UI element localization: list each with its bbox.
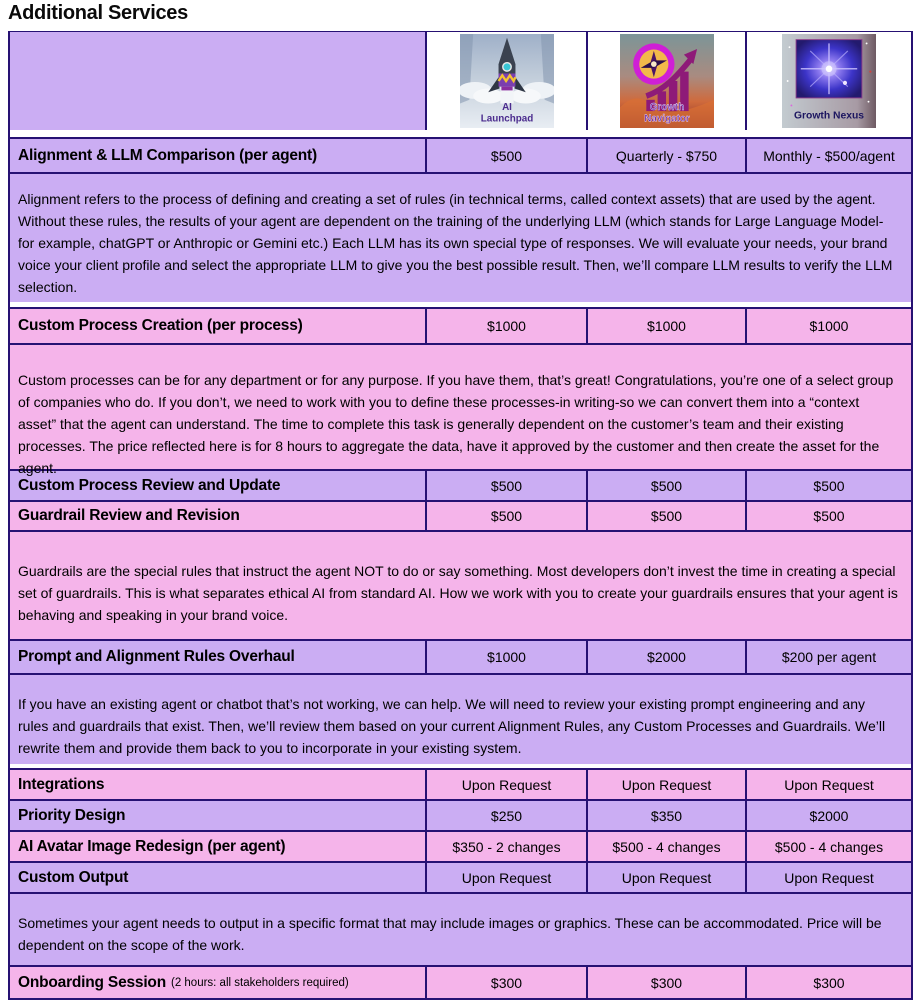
service-row-prompt-alignment-overhaul — [10, 639, 911, 673]
service-label — [10, 832, 425, 861]
growth-nexus-logo — [782, 34, 876, 128]
price-cell-growth-navigator: $1000 — [586, 309, 745, 343]
service-row-integrations — [10, 768, 911, 799]
service-row-custom-output — [10, 861, 911, 892]
pricing-table — [8, 31, 913, 1000]
service-row-onboarding-session — [10, 965, 911, 998]
service-label-text: Priority Design — [18, 806, 126, 824]
price-cell-ai-launchpad: Upon Request — [425, 770, 586, 799]
service-label-text: AI Avatar Image Redesign (per agent) — [18, 837, 286, 855]
service-label-text: Guardrail Review and Revision — [18, 507, 240, 524]
service-label — [10, 967, 425, 998]
service-label — [10, 471, 425, 500]
price-cell-growth-navigator: $500 - 4 changes — [586, 832, 745, 861]
growth-navigator-logo — [620, 34, 714, 128]
service-label — [10, 801, 425, 830]
service-row-custom-process-review — [10, 469, 911, 500]
price-cell-growth-nexus: Upon Request — [745, 863, 911, 892]
service-description: Guardrails are the special rules that instruct the agent NOT to do or say something. Most developers don’t invest the time in creating a special set of guardrails. This is what separates ethical AI from standard AI. How we work with you to create your guardrails ensures that your agent is behaving and speaking in your brand voice. — [10, 530, 911, 639]
price-cell-growth-navigator: $500 — [586, 471, 745, 500]
corner-cell — [10, 32, 425, 130]
service-description: If you have an existing agent or chatbot that’s not working, we can help. We will need to review your existing prompt engineering and any rules and guardrails that exist. Then, we’ll review them based on your current Alignment Rules, any Custom Processes and Guardrails. We’ll rewrite them and provide them back to you to incorporate in your existing system. — [10, 673, 911, 764]
growth-nexus-label: Growth Nexus — [793, 110, 865, 122]
service-row-alignment-llm-comparison — [10, 137, 911, 172]
column-header-growth-navigator — [586, 32, 745, 130]
price-cell-ai-launchpad: Upon Request — [425, 863, 586, 892]
service-label-note: (2 hours: all stakeholders required) — [170, 976, 349, 989]
row-spacer — [10, 130, 911, 137]
price-cell-ai-launchpad: $500 — [425, 502, 586, 530]
price-cell-ai-launchpad: $350 - 2 changes — [425, 832, 586, 861]
growth-navigator-label-line2: Navigator — [643, 113, 690, 125]
service-label-text: Integrations — [18, 775, 105, 793]
service-row-guardrail-review — [10, 500, 911, 530]
service-description: Alignment refers to the process of defining and creating a set of rules (in technical terms, called context assets) that are used by the agent. Without these rules, the results of your agent are dependent on the training of the underlying LLM (which stands for Large Language Model-for example, chatGPT or Anthropic or Gemini etc.) Each LLM has its own special type of responses. We will evaluate your needs, your brand voice your client profile and select the appropriate LLM to give you the best possible result. Then, we’ll compare LLM results to verify the LLM selection. — [10, 172, 911, 302]
column-header-growth-nexus — [745, 32, 911, 130]
service-row-ai-avatar-redesign — [10, 830, 911, 861]
service-label-text: Custom Output — [18, 868, 129, 886]
service-description: Sometimes your agent needs to output in a specific format that may include images or graphics. These can be accommodated. Price will be dependent on the scope of the work. — [10, 892, 911, 965]
price-cell-ai-launchpad: $1000 — [425, 309, 586, 343]
price-cell-growth-navigator: $500 — [586, 502, 745, 530]
price-cell-growth-navigator: $350 — [586, 801, 745, 830]
price-cell-growth-nexus: Monthly - $500/agent — [745, 139, 911, 172]
price-cell-ai-launchpad: $500 — [425, 471, 586, 500]
service-row-custom-process-creation — [10, 307, 911, 343]
service-label — [10, 139, 425, 172]
service-label-text: Custom Process Creation (per process) — [18, 317, 303, 334]
service-label-text: Prompt and Alignment Rules Overhaul — [18, 648, 295, 665]
price-cell-ai-launchpad: $250 — [425, 801, 586, 830]
growth-navigator-label-line1: Growth — [649, 102, 684, 114]
column-header-ai-launchpad — [425, 32, 586, 130]
price-cell-growth-nexus: $200 per agent — [745, 641, 911, 673]
price-cell-growth-nexus: Upon Request — [745, 770, 911, 799]
price-cell-growth-nexus: $2000 — [745, 801, 911, 830]
service-label-text: Alignment & LLM Comparison (per agent) — [18, 146, 317, 164]
service-label — [10, 641, 425, 673]
page-title: Additional Services — [8, 2, 188, 24]
ai-launchpad-logo — [460, 34, 554, 128]
service-label — [10, 309, 425, 343]
ai-launchpad-label-line2: Launchpad — [480, 113, 533, 125]
price-cell-growth-navigator: Upon Request — [586, 770, 745, 799]
service-label — [10, 770, 425, 799]
price-cell-growth-nexus: $500 - 4 changes — [745, 832, 911, 861]
service-row-priority-design — [10, 799, 911, 830]
price-cell-growth-nexus: $500 — [745, 471, 911, 500]
price-cell-growth-navigator: Quarterly - $750 — [586, 139, 745, 172]
ai-launchpad-label-line1: AI — [501, 102, 512, 114]
price-cell-ai-launchpad: $300 — [425, 967, 586, 998]
service-label — [10, 863, 425, 892]
service-label-text: Custom Process Review and Update — [18, 476, 281, 494]
service-label-text: Onboarding Session — [18, 973, 166, 991]
price-cell-growth-navigator: $2000 — [586, 641, 745, 673]
price-cell-growth-nexus: $300 — [745, 967, 911, 998]
price-cell-growth-navigator: $300 — [586, 967, 745, 998]
header-row — [10, 32, 911, 130]
price-cell-growth-navigator: Upon Request — [586, 863, 745, 892]
service-label — [10, 502, 425, 530]
price-cell-growth-nexus: $1000 — [745, 309, 911, 343]
price-cell-growth-nexus: $500 — [745, 502, 911, 530]
price-cell-ai-launchpad: $500 — [425, 139, 586, 172]
price-cell-ai-launchpad: $1000 — [425, 641, 586, 673]
service-description: Custom processes can be for any department or for any purpose. If you have them, that’s great! Congratulations, you’re one of a select group of companies who do. If you don’t, we need to work with you to define these processes-in writing-so we can convert them into a “context asset” that the agent can understand. The time to complete this task is generally dependent on the customer’s team and their existing processes. The price reflected here is for 8 hours to aggregate the data, have it approved by the customer and then create the asset for the agent. — [10, 343, 911, 469]
